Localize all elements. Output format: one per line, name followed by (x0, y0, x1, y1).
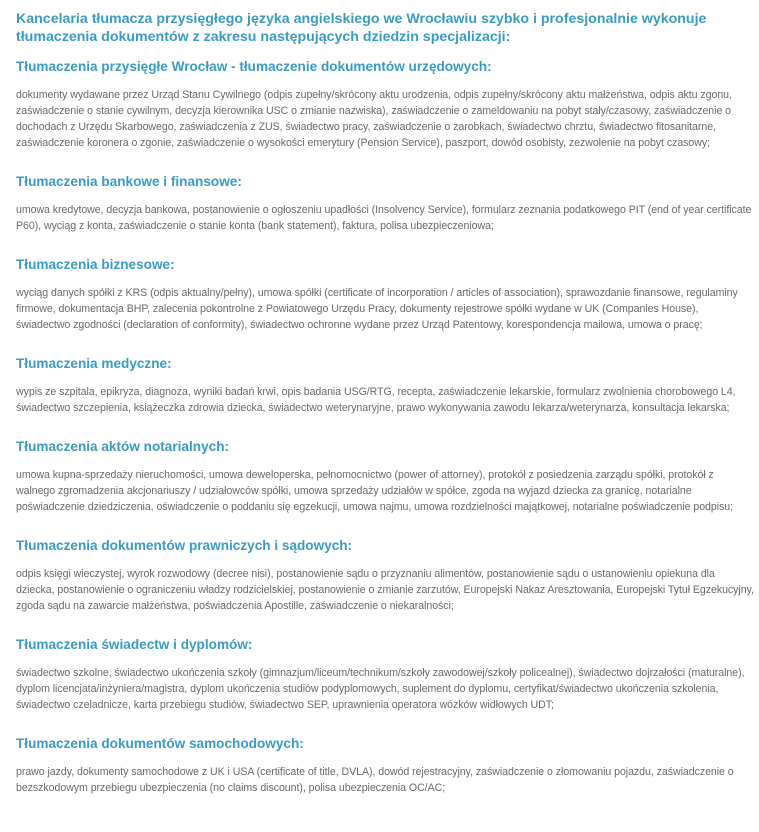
section-title: Tłumaczenia bankowe i finansowe: (16, 174, 242, 189)
section-official-documents (16, 58, 754, 151)
section-title: Tłumaczenia aktów notarialnych: (16, 439, 230, 454)
section-body: wyciąg danych spółki z KRS (odpis aktualny/pełny), umowa spółki (certificate of incorporation / articles of association), sprawozdanie finansowe, regulaminy firmowe, dokumentacja BHP, zalecenia pokontrolne z Powiatowego Urzędu Pracy, dokumenty rejestrowe spółki wydane w UK (Companies House), świadectwo zgodności (declaration of conformity), świadectwo ochronne wydane przez Urząd Patentowy, korespondencja mailowa, umowa o pracę; (16, 287, 738, 331)
section-body: dokumenty wydawane przez Urząd Stanu Cywilnego (odpis zupełny/skrócony aktu urodzenia, odpis zupełny/skrócony aktu małżeństwa, odpis aktu zgonu, zaświadczenie o stanie cywilnym, decyzja kierownika USC o zmianie nazwiska), zaświadczenie o zameldowaniu na pobyt stały/czasowy, zaświadczenie o dochodach z Urzędu Skarbowego, zaświadczenia z ZUS, świadectwo pracy, zaświadczenie o zarobkach, świadectwo chrztu, świadectwo fitosanitarne, zaświadczenie koronera o zgonie, zaświadczenie o wysokości emerytury (Pension Service), paszport, dowód osobisty, zezwolenie na pobyt czasowy; (16, 89, 732, 149)
section-title: Tłumaczenia dokumentów samochodowych: (16, 736, 304, 751)
section-vehicle-documents (16, 735, 754, 796)
intro-heading: Kancelaria tłumacza przysięgłego języka angielskiego we Wrocławiu szybko i profesjonalnie wykonuje tłumaczenia dokumentów z zakresu następujących dziedzin specjalizacji: (16, 11, 707, 45)
section-notarial (16, 438, 754, 515)
section-legal-court (16, 537, 754, 614)
section-title: Tłumaczenia przysięgłe Wrocław - tłumaczenie dokumentów urzędowych: (16, 59, 492, 74)
section-medical (16, 355, 754, 416)
section-body: umowa kredytowe, decyzja bankowa, postanowienie o ogłoszeniu upadłości (Insolvency Service), formularz zeznania podatkowego PIT (end of year certificate P60), wyciąg z konta, zaświadczenie o stanie konta (bank statement), faktura, polisa ubezpieczeniowa; (16, 204, 752, 232)
section-body: umowa kupna-sprzedaży nieruchomości, umowa deweloperska, pełnomocnictwo (power of attorney), protokół z posiedzenia zarządu spółki, protokół z walnego zgromadzenia akcjonariuszy / udziałowców spółki, umowa sprzedaży udziałów w spółce, zgoda na wyjazd dziecka za granicę, notarialne poświadczenie dziedziczenia, oświadczenie o poddaniu się egzekucji, umowa najmu, umowa rozdzielności majątkowej, notarialne poświadczenie podpisu; (16, 469, 734, 513)
content-area (16, 10, 754, 796)
section-title: Tłumaczenia biznesowe: (16, 257, 175, 272)
section-body: odpis księgi wieczystej, wyrok rozwodowy (decree nisi), postanowienie sądu o przyznaniu alimentów, postanowienie sądu o ustanowieniu opiekuna dla dziecka, postanowienie o ograniczeniu władzy rodzicielskiej, postanowienie o zmianie zarzutów, Europejski Nakaz Aresztowania, Europejski Tytuł Egzekucyjny, zgoda sądu na zawarcie małżeństwa, poświadczenia Apostille, zaświadczenie o niekaralności; (16, 568, 754, 612)
section-body: świadectwo szkolne, świadectwo ukończenia szkoły (gimnazjum/liceum/technikum/szkoły zawodowej/szkoły policealnej), świadectwo dojrzałości (maturalne), dyplom licencjata/inżyniera/magistra, dyplom ukończenia studiów podyplomowych, suplement do dyplomu, certyfikat/świadectwo ukończenia szkolenia, świadectwo czeladnicze, karta przebiegu studiów, świadectwo SEP, uprawnienia operatora wózków widłowych UDT; (16, 667, 745, 711)
section-business (16, 256, 754, 333)
section-banking-finance (16, 173, 754, 234)
section-title: Tłumaczenia świadectw i dyplomów: (16, 637, 253, 652)
section-body: prawo jazdy, dokumenty samochodowe z UK i USA (certificate of title, DVLA), dowód rejestracyjny, zaświadczenie o złomowaniu pojazdu, zaświadczenie o bezszkodowym przebiegu ubezpieczenia (no claims discount), polisa ubezpieczenia OC/AC; (16, 766, 734, 794)
section-title: Tłumaczenia medyczne: (16, 356, 172, 371)
section-body: wypis ze szpitala, epikryza, diagnoza, wyniki badań krwi, opis badania USG/RTG, recepta, zaświadczenie lekarskie, formularz zwolnienia chorobowego L4, świadectwo szczepienia, książeczka zdrowia dziecka, świadectwo weterynaryjne, prawo wykonywania zawodu lekarza/weterynarza, konsultacja lekarska; (16, 386, 736, 414)
section-certificates-diplomas (16, 636, 754, 713)
section-title: Tłumaczenia dokumentów prawniczych i sądowych: (16, 538, 353, 553)
